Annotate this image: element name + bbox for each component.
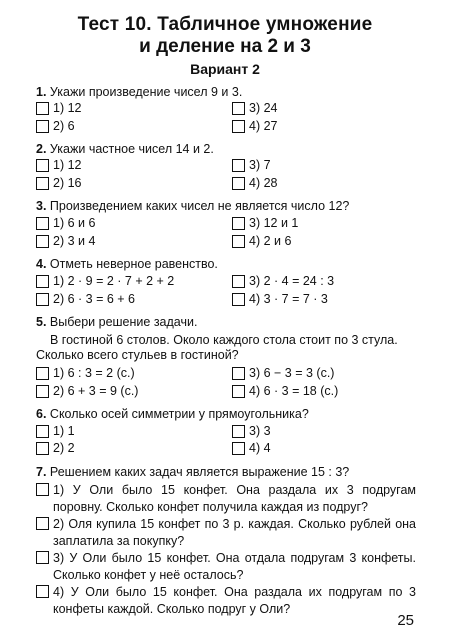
question-2 <box>36 142 214 157</box>
q4-option-4[interactable] <box>232 292 328 307</box>
option-label: 1) 1 <box>53 424 75 438</box>
q7-option-2[interactable] <box>36 516 416 549</box>
question-4 <box>36 257 218 272</box>
answer-checkbox[interactable] <box>36 293 49 306</box>
question-3 <box>36 199 349 214</box>
option-label: 4) 27 <box>249 119 278 133</box>
question-6 <box>36 407 309 422</box>
option-label: 2) Оля купила 15 конфет по 3 р. каждая. Сколько рублей она заплатила за покупку? <box>53 517 416 548</box>
option-label: 2) 2 <box>53 441 75 455</box>
option-label: 3) 12 и 1 <box>249 216 299 230</box>
option-label: 2) 16 <box>53 176 82 190</box>
answer-checkbox[interactable] <box>232 442 245 455</box>
question-text: Произведением каких чисел не является число 12? <box>49 199 350 213</box>
question-number: 1. <box>36 85 47 99</box>
answer-checkbox[interactable] <box>232 367 245 380</box>
question-number: 4. <box>36 257 47 271</box>
question-text: Выбери решение задачи. <box>49 315 198 329</box>
option-label: 2) 6 + 3 = 9 (с.) <box>53 384 139 398</box>
option-label: 3) 2 · 4 = 24 : 3 <box>249 274 335 288</box>
answer-checkbox[interactable] <box>232 385 245 398</box>
q6-option-2[interactable] <box>36 441 75 456</box>
q1-option-2[interactable] <box>36 119 75 134</box>
question-number: 2. <box>36 142 47 156</box>
page-number: 25 <box>397 612 414 629</box>
option-label: 1) 12 <box>53 101 82 115</box>
question-5 <box>36 315 197 330</box>
question-number: 5. <box>36 315 47 329</box>
question-7 <box>36 465 349 480</box>
answer-checkbox[interactable] <box>36 385 49 398</box>
q1-option-4[interactable] <box>232 119 278 134</box>
option-label: 4) 28 <box>249 176 278 190</box>
q7-option-4[interactable] <box>36 584 416 617</box>
answer-checkbox[interactable] <box>232 293 245 306</box>
q5-option-1[interactable] <box>36 366 135 381</box>
answer-checkbox[interactable] <box>36 442 49 455</box>
option-label: 2) 3 и 4 <box>53 234 96 248</box>
q3-option-4[interactable] <box>232 234 291 249</box>
answer-checkbox[interactable] <box>36 217 49 230</box>
q6-option-1[interactable] <box>36 424 75 439</box>
question-text: Решением каких задач является выражение 15 : 3? <box>49 465 350 479</box>
answer-checkbox[interactable] <box>232 275 245 288</box>
option-label: 4) 6 · 3 = 18 (с.) <box>249 384 339 398</box>
answer-checkbox[interactable] <box>36 483 49 496</box>
q3-option-3[interactable] <box>232 216 298 231</box>
q1-option-3[interactable] <box>232 101 278 116</box>
question-number: 7. <box>36 465 47 479</box>
question-text: Сколько осей симметрии у прямоугольника? <box>49 407 309 421</box>
option-label: 4) У Оли было 15 конфет. Она раздала их подругам по 3 конфеты каждой. Сколько подруг у Оли? <box>53 585 416 616</box>
variant-label: Вариант 2 <box>190 61 260 77</box>
option-label: 1) 12 <box>53 158 82 172</box>
answer-checkbox[interactable] <box>36 425 49 438</box>
q5-option-4[interactable] <box>232 384 338 399</box>
question-text: Отметь неверное равенство. <box>49 257 218 271</box>
answer-checkbox[interactable] <box>36 120 49 133</box>
q1-option-1[interactable] <box>36 101 82 116</box>
question-number: 3. <box>36 199 47 213</box>
option-label: 3) У Оли было 15 конфет. Она отдала подругам 3 конфеты. Сколько конфет у неё осталось? <box>53 551 416 582</box>
option-label: 2) 6 <box>53 119 75 133</box>
answer-checkbox[interactable] <box>232 217 245 230</box>
answer-checkbox[interactable] <box>36 159 49 172</box>
answer-checkbox[interactable] <box>36 367 49 380</box>
option-label: 1) У Оли было 15 конфет. Она раздала их 3 подругам поровну. Сколько конфет получила каждая из подруг? <box>53 483 416 514</box>
q4-option-2[interactable] <box>36 292 135 307</box>
task-text-line-1: В гостиной 6 столов. Около каждого стола стоит по 3 стула. <box>50 333 398 347</box>
question-number: 6. <box>36 407 47 421</box>
option-label: 1) 6 и 6 <box>53 216 96 230</box>
answer-checkbox[interactable] <box>36 275 49 288</box>
answer-checkbox[interactable] <box>36 102 49 115</box>
option-label: 4) 2 и 6 <box>249 234 292 248</box>
q3-option-2[interactable] <box>36 234 95 249</box>
q2-option-1[interactable] <box>36 158 82 173</box>
option-label: 3) 3 <box>249 424 271 438</box>
q4-option-1[interactable] <box>36 274 174 289</box>
option-label: 3) 6 − 3 = 3 (с.) <box>249 366 335 380</box>
answer-checkbox[interactable] <box>232 120 245 133</box>
q6-option-4[interactable] <box>232 441 271 456</box>
answer-checkbox[interactable] <box>36 177 49 190</box>
option-label: 2) 6 · 3 = 6 + 6 <box>53 292 135 306</box>
question-text: Укажи частное чисел 14 и 2. <box>49 142 214 156</box>
q4-option-3[interactable] <box>232 274 334 289</box>
answer-checkbox[interactable] <box>232 159 245 172</box>
answer-checkbox[interactable] <box>36 585 49 598</box>
task-text-line-2: Сколько всего стульев в гостиной? <box>36 348 239 362</box>
answer-checkbox[interactable] <box>232 425 245 438</box>
q7-option-3[interactable] <box>36 550 416 583</box>
q6-option-3[interactable] <box>232 424 271 439</box>
answer-checkbox[interactable] <box>232 177 245 190</box>
option-label: 4) 3 · 7 = 7 · 3 <box>249 292 328 306</box>
test-subtitle: и деление на 2 и 3 <box>139 36 311 57</box>
option-label: 3) 24 <box>249 101 278 115</box>
answer-checkbox[interactable] <box>36 235 49 248</box>
answer-checkbox[interactable] <box>232 235 245 248</box>
option-label: 4) 4 <box>249 441 271 455</box>
q3-option-1[interactable] <box>36 216 95 231</box>
q5-option-3[interactable] <box>232 366 334 381</box>
q5-option-2[interactable] <box>36 384 138 399</box>
q7-option-1[interactable] <box>36 482 416 515</box>
option-label: 1) 6 : 3 = 2 (с.) <box>53 366 135 380</box>
option-label: 3) 7 <box>249 158 271 172</box>
question-text: Укажи произведение чисел 9 и 3. <box>49 85 243 99</box>
option-label: 1) 2 · 9 = 2 · 7 + 2 + 2 <box>53 274 175 288</box>
q2-option-2[interactable] <box>36 176 82 191</box>
q2-option-4[interactable] <box>232 176 278 191</box>
answer-checkbox[interactable] <box>232 102 245 115</box>
answer-checkbox[interactable] <box>36 551 49 564</box>
question-1 <box>36 85 242 100</box>
test-title: Тест 10. Табличное умножение <box>77 14 373 35</box>
q2-option-3[interactable] <box>232 158 271 173</box>
answer-checkbox[interactable] <box>36 517 49 530</box>
